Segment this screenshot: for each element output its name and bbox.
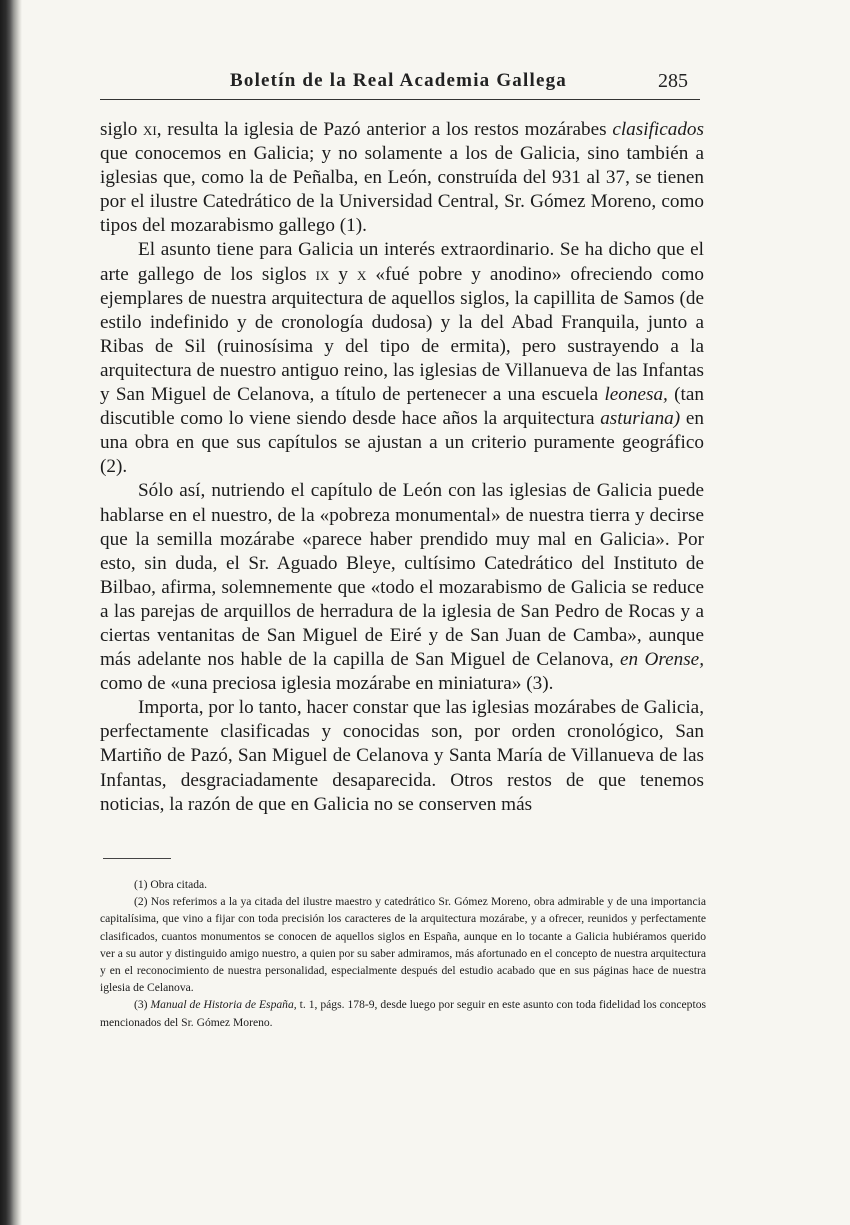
page-header xyxy=(100,66,700,100)
footnote-2: (2) Nos referimos a la ya citada del ilustre maestro y catedrático Sr. Gómez Moreno, obra admirable y de una importancia capitalísima, que vino a fijar con toda precisión los caracteres de la arquitectura mozárabe, y a ofrecer, reunidos y perfectamente clasificados, cuantos monumentos se conocen de aquellos siglos en España, aunque en lo tocante a Galicia hubiéramos querido ver a su autor y distinguido amigo nuestro, a quien por su saber admiramos, más afortunado en el concepto de nuestra arquitectura y en el reconocimiento de nuestra personalidad, especialmente después del estudio acabado que en sus páginas hace de nuestra iglesia de Celanova. xyxy=(100,895,706,995)
paragraph: El asunto tiene para Galicia un interés extraordinario. Se ha dicho que el arte gallego de los siglos ix y x «fué pobre y anodino» ofreciendo como ejemplares de nuestra arquitectura de aquellos siglos, la capillita de Samos (de estilo indefinido y de cronología dudosa) y la del Abad Franquila, junto a Ribas de Sil (ruinosísima y del tipo de ermita), pero sustrayendo a la arquitectura de nuestro antiguo reino, las iglesias de Villanueva de las Infantas y San Miguel de Celanova, a título de pertenecer a una escuela leonesa, (tan discutible como lo viene siendo desde hace años la arquitectura asturiana) en una obra en que sus capítulos se ajustan a un criterio puramente geográfico (2). xyxy=(100,239,705,478)
italic-run: en Orense, xyxy=(620,649,704,671)
page-binding-edge xyxy=(0,0,22,1225)
roman-numeral: xi xyxy=(143,119,157,140)
running-title: Boletín de la Real Academia Gallega xyxy=(230,70,568,91)
paragraph: Sólo así, nutriendo el capítulo de León con las iglesias de Galicia puede hablarse en el nuestro, de la «pobreza monumental» de nuestra tierra y decirse que la semilla mozárabe «parece haber prendido muy mal en Galicia». Por esto, sin duda, el Sr. Aguado Bleye, cultísimo Catedrático del Instituto de Bilbao, afirma, solemnemente que «todo el mozarabismo de Galicia se reduce a las parejas de arquillos de herradura de la iglesia de San Pedro de Rocas y a ciertas ventanitas de San Miguel de Eiré y de San Juan de Camba», aunque más adelante nos hable de la capilla de San Miguel de Celanova, en Orense, como de «una preciosa iglesia mozárabe en miniatura» (3). xyxy=(100,480,704,695)
roman-numeral: ix xyxy=(315,263,330,285)
footnotes xyxy=(100,876,706,1031)
page-number: 285 xyxy=(658,70,688,92)
footnote-separator xyxy=(103,858,171,859)
header-rule xyxy=(100,99,700,100)
italic-run: clasificados xyxy=(612,119,704,140)
roman-numeral: x xyxy=(357,263,367,285)
body-text xyxy=(100,118,704,817)
paragraph: siglo xi, resulta la iglesia de Pazó anterior a los restos mozárabes clasificados que conocemos en Galicia; y no solamente a los de Galicia, sino también a iglesias que, como la de Peñalba, en León, construída del 931 al 37, se tienen por el ilustre Catedrático de la Universidad Central, Sr. Gómez Moreno, como tipos del mozarabismo gallego (1). xyxy=(100,119,704,237)
footnote-1: (1) Obra citada. xyxy=(134,878,208,891)
paragraph: Importa, por lo tanto, hacer constar que las iglesias mozárabes de Galicia, perfectamente clasificadas y conocidas son, por orden cronológico, San Martiño de Pazó, San Miguel de Celanova y Santa María de Villanueva de las Infantas, desgraciadamente desaparecida. Otros restos de que tenemos noticias, la razón de que en Galicia no se conserven más xyxy=(100,697,704,815)
italic-run: asturiana) xyxy=(600,408,681,430)
footnote-3: (3) Manual de Historia de España, t. 1, págs. 178-9, desde luego por seguir en este asunto con toda fidelidad los conceptos mencionados del Sr. Gómez Moreno. xyxy=(100,998,707,1029)
italic-run: leonesa, xyxy=(604,384,668,406)
italic-run: Manual de Historia de España, xyxy=(150,998,297,1012)
